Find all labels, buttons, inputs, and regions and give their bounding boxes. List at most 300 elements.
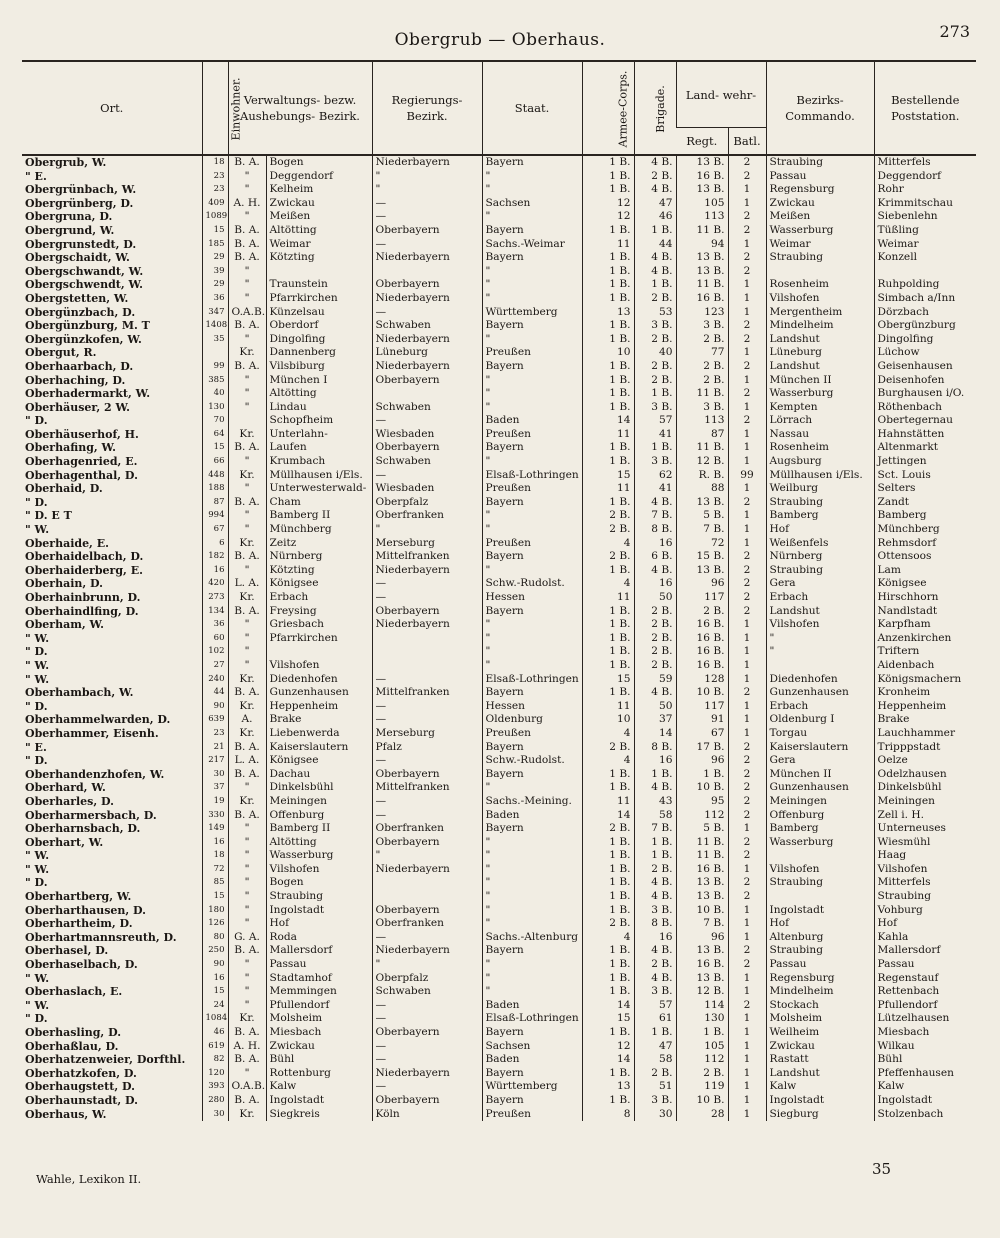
cell-bezirks-commando: Mindelheim (766, 319, 874, 333)
cell-brigade: 4 B. (634, 155, 676, 170)
table-row (22, 224, 976, 238)
cell-armee-corps: 1 B. (582, 387, 634, 401)
cell-staat: Sachsen (482, 1040, 582, 1054)
cell-armee-corps: 1 B. (582, 890, 634, 904)
cell-armee-corps: 13 (582, 1080, 634, 1094)
cell-armee-corps: 1 B. (582, 265, 634, 279)
cell-ort: Oberhaid, D. (25, 482, 103, 496)
cell-regierungsbezirk: — (372, 197, 482, 211)
cell-einwohner: 639 (202, 713, 228, 727)
cell-brigade: 44 (634, 238, 676, 252)
cell-poststation: Vilshofen (874, 863, 976, 877)
cell-brigade: 16 (634, 577, 676, 591)
table-row (22, 1040, 976, 1054)
table-row (22, 727, 976, 741)
cell-bezirks-commando: Kempten (766, 401, 874, 415)
cell-einwohner: 448 (202, 469, 228, 483)
table-row (22, 822, 976, 836)
cell-regierungsbezirk: Niederbayern (372, 564, 482, 578)
cell-verwaltung-bezirk: Molsheim (266, 1012, 372, 1026)
table-row (22, 754, 976, 768)
cell-verwaltung-bezirk: Nürnberg (266, 550, 372, 564)
cell-poststation: Jettingen (874, 455, 976, 469)
cell-armee-corps: 1 B. (582, 1067, 634, 1081)
cell-armee-corps: 11 (582, 795, 634, 809)
cell-brigade: 4 B. (634, 972, 676, 986)
cell-poststation: Selters (874, 482, 976, 496)
cell-landwehr-batl: 2 (728, 686, 766, 700)
cell-staat: Bayern (482, 741, 582, 755)
cell-regierungsbezirk: Wiesbaden (372, 428, 482, 442)
col-batl: Batl. (728, 128, 766, 156)
cell-landwehr-regt: 13 B. (676, 972, 728, 986)
cell-bezirks-commando: Erbach (766, 591, 874, 605)
cell-regierungsbezirk: Lüneburg (372, 346, 482, 360)
cell-verwaltung-art: " (228, 170, 266, 184)
table-row (22, 469, 976, 483)
cell-armee-corps: 2 B. (582, 741, 634, 755)
cell-bezirks-commando: Straubing (766, 876, 874, 890)
cell-landwehr-batl: 2 (728, 319, 766, 333)
cell-poststation: Anzenkirchen (874, 632, 976, 646)
cell-regierungsbezirk: Niederbayern (372, 333, 482, 347)
cell-regierungsbezirk: — (372, 1040, 482, 1054)
cell-ort: Oberharmersbach, D. (25, 808, 157, 822)
cell-landwehr-batl: 1 (728, 673, 766, 687)
cell-armee-corps: 1 B. (582, 768, 634, 782)
cell-bezirks-commando: Mindelheim (766, 985, 874, 999)
cell-landwehr-regt: 16 B. (676, 618, 728, 632)
cell-landwehr-regt: 105 (676, 197, 728, 211)
cell-verwaltung-bezirk: Münchberg (266, 523, 372, 537)
cell-staat: " (482, 904, 582, 918)
cell-regierungsbezirk: Oberbayern (372, 836, 482, 850)
cell-einwohner: 6 (202, 537, 228, 551)
cell-landwehr-batl: 2 (728, 605, 766, 619)
cell-verwaltung-bezirk: Vilshofen (266, 863, 372, 877)
cell-verwaltung-bezirk: Weimar (266, 238, 372, 252)
cell-landwehr-batl: 1 (728, 1080, 766, 1094)
cell-poststation: Rohr (874, 183, 976, 197)
cell-verwaltung-bezirk: Pfarrkirchen (266, 292, 372, 306)
cell-staat: Preußen (482, 346, 582, 360)
cell-armee-corps: 1 B. (582, 374, 634, 388)
table-row (22, 455, 976, 469)
cell-ort: Oberhard, W. (25, 781, 106, 795)
cell-poststation: Nandlstadt (874, 605, 976, 619)
cell-regierungsbezirk: Niederbayern (372, 863, 482, 877)
cell-regierungsbezirk: Oberfranken (372, 822, 482, 836)
cell-landwehr-regt: 13 B. (676, 564, 728, 578)
cell-ort: Oberhadermarkt, W. (25, 387, 151, 401)
cell-verwaltung-art: A. H. (228, 1040, 266, 1054)
cell-einwohner: 1408 (202, 319, 228, 333)
cell-landwehr-batl: 1 (728, 238, 766, 252)
cell-bezirks-commando: Weilburg (766, 482, 874, 496)
cell-verwaltung-art: " (228, 985, 266, 999)
cell-bezirks-commando: Straubing (766, 944, 874, 958)
cell-ort: Oberhandenzhofen, W. (25, 767, 165, 781)
cell-einwohner: 126 (202, 917, 228, 931)
cell-verwaltung-art: " (228, 972, 266, 986)
cell-landwehr-batl: 1 (728, 904, 766, 918)
cell-brigade: 8 B. (634, 741, 676, 755)
cell-poststation: Odelzhausen (874, 768, 976, 782)
cell-landwehr-batl: 2 (728, 741, 766, 755)
cell-brigade: 2 B. (634, 618, 676, 632)
cell-poststation: Haag (874, 849, 976, 863)
cell-landwehr-regt: 11 B. (676, 849, 728, 863)
cell-ort: Obergünzkofen, W. (25, 332, 142, 346)
cell-brigade: 6 B. (634, 550, 676, 564)
cell-bezirks-commando: Landshut (766, 605, 874, 619)
cell-einwohner: 18 (202, 155, 228, 170)
cell-staat: Bayern (482, 224, 582, 238)
cell-landwehr-batl: 2 (728, 890, 766, 904)
cell-regierungsbezirk (372, 387, 482, 401)
cell-armee-corps: 1 B. (582, 1026, 634, 1040)
cell-staat: Elsaß-Lothringen (482, 673, 582, 687)
cell-staat: " (482, 618, 582, 632)
cell-landwehr-batl: 1 (728, 428, 766, 442)
cell-landwehr-batl: 1 (728, 931, 766, 945)
cell-armee-corps: 1 B. (582, 863, 634, 877)
cell-staat: " (482, 455, 582, 469)
table-row (22, 155, 976, 170)
cell-verwaltung-art: " (228, 455, 266, 469)
cell-bezirks-commando: Straubing (766, 496, 874, 510)
cell-bezirks-commando: Nürnberg (766, 550, 874, 564)
cell-landwehr-batl: 2 (728, 265, 766, 279)
cell-brigade: 14 (634, 727, 676, 741)
cell-landwehr-regt: 2 B. (676, 333, 728, 347)
cell-verwaltung-art: Kr. (228, 428, 266, 442)
cell-einwohner: 16 (202, 972, 228, 986)
cell-ort: Oberham, W. (25, 618, 104, 632)
cell-ort: " E. (25, 169, 47, 183)
cell-staat: Hessen (482, 700, 582, 714)
cell-armee-corps: 11 (582, 238, 634, 252)
cell-verwaltung-art: O.A.B. (228, 306, 266, 320)
cell-ort: Oberhainbrunn, D. (25, 591, 141, 604)
cell-verwaltung-bezirk: Dinkelsbühl (266, 781, 372, 795)
cell-ort: Oberhaiderberg, E. (25, 563, 143, 577)
cell-armee-corps: 1 B. (582, 659, 634, 673)
cell-verwaltung-art: " (228, 822, 266, 836)
cell-ort: Oberhagenthal, D. (25, 468, 138, 482)
cell-landwehr-batl: 1 (728, 700, 766, 714)
cell-regierungsbezirk: — (372, 210, 482, 224)
cell-landwehr-batl: 1 (728, 727, 766, 741)
cell-einwohner: 90 (202, 700, 228, 714)
cell-armee-corps: 1 B. (582, 849, 634, 863)
cell-brigade: 1 B. (634, 849, 676, 863)
cell-ort: " E. (25, 740, 47, 754)
cell-staat: " (482, 401, 582, 415)
cell-bezirks-commando: " (766, 645, 874, 659)
cell-ort: " W. (25, 523, 50, 537)
cell-landwehr-batl: 2 (728, 876, 766, 890)
table-row (22, 1080, 976, 1094)
table-row (22, 170, 976, 184)
cell-landwehr-batl: 2 (728, 170, 766, 184)
cell-ort: " D. (25, 645, 48, 659)
cell-verwaltung-bezirk: Stadtamhof (266, 972, 372, 986)
cell-regierungsbezirk: Niederbayern (372, 155, 482, 170)
cell-staat: Bayern (482, 251, 582, 265)
cell-ort: Obergrünberg, D. (25, 196, 134, 210)
cell-verwaltung-art: " (228, 876, 266, 890)
cell-brigade: 2 B. (634, 170, 676, 184)
cell-brigade: 4 B. (634, 183, 676, 197)
cell-verwaltung-bezirk: Oberdorf (266, 319, 372, 333)
cell-einwohner: 134 (202, 605, 228, 619)
cell-armee-corps: 1 B. (582, 632, 634, 646)
cell-bezirks-commando: Wasserburg (766, 387, 874, 401)
cell-poststation: Hahnstätten (874, 428, 976, 442)
cell-einwohner: 99 (202, 360, 228, 374)
table-row (22, 251, 976, 265)
cell-landwehr-regt: 88 (676, 482, 728, 496)
cell-landwehr-batl: 1 (728, 183, 766, 197)
cell-poststation: Dinkelsbühl (874, 781, 976, 795)
cell-verwaltung-art: B. A. (228, 809, 266, 823)
cell-bezirks-commando: Nassau (766, 428, 874, 442)
cell-regierungsbezirk: Mittelfranken (372, 686, 482, 700)
cell-regierungsbezirk: " (372, 523, 482, 537)
cell-verwaltung-art: " (228, 849, 266, 863)
cell-verwaltung-bezirk (266, 265, 372, 279)
cell-brigade: 1 B. (634, 441, 676, 455)
cell-bezirks-commando: Gunzenhausen (766, 781, 874, 795)
cell-landwehr-regt: 3 B. (676, 319, 728, 333)
cell-landwehr-regt: 87 (676, 428, 728, 442)
cell-landwehr-regt: 3 B. (676, 401, 728, 415)
cell-ort: " W. (25, 862, 50, 876)
table-row (22, 278, 976, 292)
cell-landwehr-regt: R. B. (676, 469, 728, 483)
cell-verwaltung-art: " (228, 210, 266, 224)
cell-landwehr-batl: 1 (728, 401, 766, 415)
cell-poststation: Triftern (874, 645, 976, 659)
cell-einwohner: 994 (202, 509, 228, 523)
cell-verwaltung-art (228, 414, 266, 428)
cell-verwaltung-bezirk: Krumbach (266, 455, 372, 469)
cell-brigade: 2 B. (634, 333, 676, 347)
table-row (22, 904, 976, 918)
gazetteer-table (22, 60, 976, 1121)
cell-poststation: Bühl (874, 1053, 976, 1067)
cell-poststation: Hirschhorn (874, 591, 976, 605)
cell-poststation (874, 265, 976, 279)
cell-verwaltung-bezirk: Zwickau (266, 1040, 372, 1054)
cell-brigade: 59 (634, 673, 676, 687)
cell-regierungsbezirk: " (372, 170, 482, 184)
cell-einwohner: 39 (202, 265, 228, 279)
cell-bezirks-commando: Passau (766, 958, 874, 972)
cell-verwaltung-art: B. A. (228, 550, 266, 564)
cell-poststation: Miesbach (874, 1026, 976, 1040)
cell-verwaltung-bezirk: Mallersdorf (266, 944, 372, 958)
cell-einwohner: 15 (202, 890, 228, 904)
cell-verwaltung-art: " (228, 863, 266, 877)
cell-bezirks-commando: Bamberg (766, 509, 874, 523)
table-row (22, 700, 976, 714)
table-row (22, 346, 976, 360)
cell-verwaltung-bezirk (266, 645, 372, 659)
cell-einwohner: 16 (202, 564, 228, 578)
cell-poststation: Wilkau (874, 1040, 976, 1054)
cell-verwaltung-bezirk: Miesbach (266, 1026, 372, 1040)
cell-einwohner: 60 (202, 632, 228, 646)
cell-brigade: 3 B. (634, 401, 676, 415)
cell-bezirks-commando: Straubing (766, 251, 874, 265)
table-row (22, 197, 976, 211)
table-row (22, 741, 976, 755)
cell-landwehr-batl: 1 (728, 1108, 766, 1122)
cell-poststation: Zandt (874, 496, 976, 510)
cell-brigade: 2 B. (634, 645, 676, 659)
cell-brigade: 58 (634, 809, 676, 823)
table-row (22, 509, 976, 523)
cell-regierungsbezirk: Schwaben (372, 985, 482, 999)
cell-verwaltung-art: B. A. (228, 1053, 266, 1067)
cell-verwaltung-art: " (228, 904, 266, 918)
table-row (22, 836, 976, 850)
table-row (22, 673, 976, 687)
cell-verwaltung-art: B. A. (228, 686, 266, 700)
cell-verwaltung-bezirk: Ingolstadt (266, 904, 372, 918)
cell-verwaltung-bezirk: Bogen (266, 155, 372, 170)
cell-verwaltung-bezirk: Bamberg II (266, 822, 372, 836)
cell-bezirks-commando: Erbach (766, 700, 874, 714)
cell-regierungsbezirk: " (372, 183, 482, 197)
cell-staat: " (482, 387, 582, 401)
cell-staat: " (482, 509, 582, 523)
cell-poststation: Bamberg (874, 509, 976, 523)
cell-landwehr-regt: 16 B. (676, 632, 728, 646)
cell-bezirks-commando (766, 890, 874, 904)
cell-regierungsbezirk: " (372, 849, 482, 863)
cell-landwehr-regt: 17 B. (676, 741, 728, 755)
cell-regierungsbezirk: Oberbayern (372, 605, 482, 619)
cell-landwehr-batl: 1 (728, 1040, 766, 1054)
cell-verwaltung-bezirk: Rottenburg (266, 1067, 372, 1081)
cell-landwehr-batl: 2 (728, 564, 766, 578)
cell-armee-corps: 1 B. (582, 441, 634, 455)
cell-armee-corps: 4 (582, 537, 634, 551)
cell-staat: Bayern (482, 1026, 582, 1040)
cell-landwehr-regt: 13 B. (676, 251, 728, 265)
cell-brigade: 3 B. (634, 904, 676, 918)
table-row (22, 809, 976, 823)
cell-poststation: Karpfham (874, 618, 976, 632)
cell-landwehr-regt: 10 B. (676, 1094, 728, 1108)
table-row (22, 659, 976, 673)
cell-armee-corps: 1 B. (582, 605, 634, 619)
table-row (22, 849, 976, 863)
cell-regierungsbezirk: Niederbayern (372, 1067, 482, 1081)
cell-verwaltung-bezirk: Unterwesterwald- (266, 482, 372, 496)
table-row (22, 374, 976, 388)
cell-ort: Oberhaunstadt, D. (25, 1093, 138, 1107)
cell-poststation: Heppenheim (874, 700, 976, 714)
table-row (22, 210, 976, 224)
cell-armee-corps: 1 B. (582, 155, 634, 170)
cell-landwehr-batl: 1 (728, 659, 766, 673)
cell-staat: Preußen (482, 1108, 582, 1122)
cell-verwaltung-bezirk: Schopfheim (266, 414, 372, 428)
cell-regierungsbezirk: Merseburg (372, 727, 482, 741)
cell-landwehr-batl: 1 (728, 632, 766, 646)
cell-staat: Württemberg (482, 1080, 582, 1094)
table-row (22, 1012, 976, 1026)
cell-landwehr-regt: 7 B. (676, 917, 728, 931)
cell-verwaltung-bezirk: Cham (266, 496, 372, 510)
cell-landwehr-batl: 1 (728, 292, 766, 306)
cell-regierungsbezirk (372, 265, 482, 279)
cell-staat: " (482, 972, 582, 986)
cell-regierungsbezirk: — (372, 1053, 482, 1067)
table-row (22, 1094, 976, 1108)
cell-poststation: Regenstauf (874, 972, 976, 986)
cell-ort: Oberhart, W. (25, 835, 104, 849)
cell-landwehr-batl: 1 (728, 197, 766, 211)
cell-verwaltung-bezirk: Dachau (266, 768, 372, 782)
cell-brigade: 2 B. (634, 659, 676, 673)
cell-verwaltung-art: " (228, 374, 266, 388)
table-row (22, 632, 976, 646)
cell-staat: " (482, 849, 582, 863)
cell-verwaltung-art: " (228, 292, 266, 306)
cell-armee-corps: 10 (582, 346, 634, 360)
cell-verwaltung-art: G. A. (228, 931, 266, 945)
cell-verwaltung-art: O.A.B. (228, 1080, 266, 1094)
cell-regierungsbezirk (372, 876, 482, 890)
cell-landwehr-batl: 1 (728, 441, 766, 455)
cell-staat: Bayern (482, 944, 582, 958)
cell-poststation: Kalw (874, 1080, 976, 1094)
cell-poststation: Mallersdorf (874, 944, 976, 958)
cell-einwohner: 21 (202, 741, 228, 755)
cell-verwaltung-bezirk: Gunzenhausen (266, 686, 372, 700)
cell-einwohner: 15 (202, 985, 228, 999)
cell-landwehr-regt: 16 B. (676, 292, 728, 306)
cell-einwohner: 188 (202, 482, 228, 496)
cell-verwaltung-bezirk: Kötzting (266, 251, 372, 265)
cell-landwehr-regt: 7 B. (676, 523, 728, 537)
cell-verwaltung-art: B. A. (228, 238, 266, 252)
cell-ort: Oberhaugstett, D. (25, 1080, 135, 1094)
cell-landwehr-batl: 2 (728, 849, 766, 863)
cell-ort: Oberhasling, D. (25, 1026, 122, 1039)
cell-bezirks-commando (766, 265, 874, 279)
cell-landwehr-regt: 16 B. (676, 958, 728, 972)
cell-ort: Oberhammer, Eisenh. (25, 726, 159, 740)
cell-brigade: 4 B. (634, 876, 676, 890)
cell-verwaltung-art: " (228, 1067, 266, 1081)
cell-staat: Bayern (482, 319, 582, 333)
cell-landwehr-regt: 13 B. (676, 496, 728, 510)
cell-verwaltung-bezirk: Kalw (266, 1080, 372, 1094)
cell-einwohner: 37 (202, 781, 228, 795)
cell-armee-corps: 11 (582, 591, 634, 605)
cell-brigade: 1 B. (634, 768, 676, 782)
cell-poststation: Simbach a/Inn (874, 292, 976, 306)
cell-staat: " (482, 836, 582, 850)
table-row (22, 795, 976, 809)
cell-ort: Oberhäuser, 2 W. (25, 400, 130, 414)
